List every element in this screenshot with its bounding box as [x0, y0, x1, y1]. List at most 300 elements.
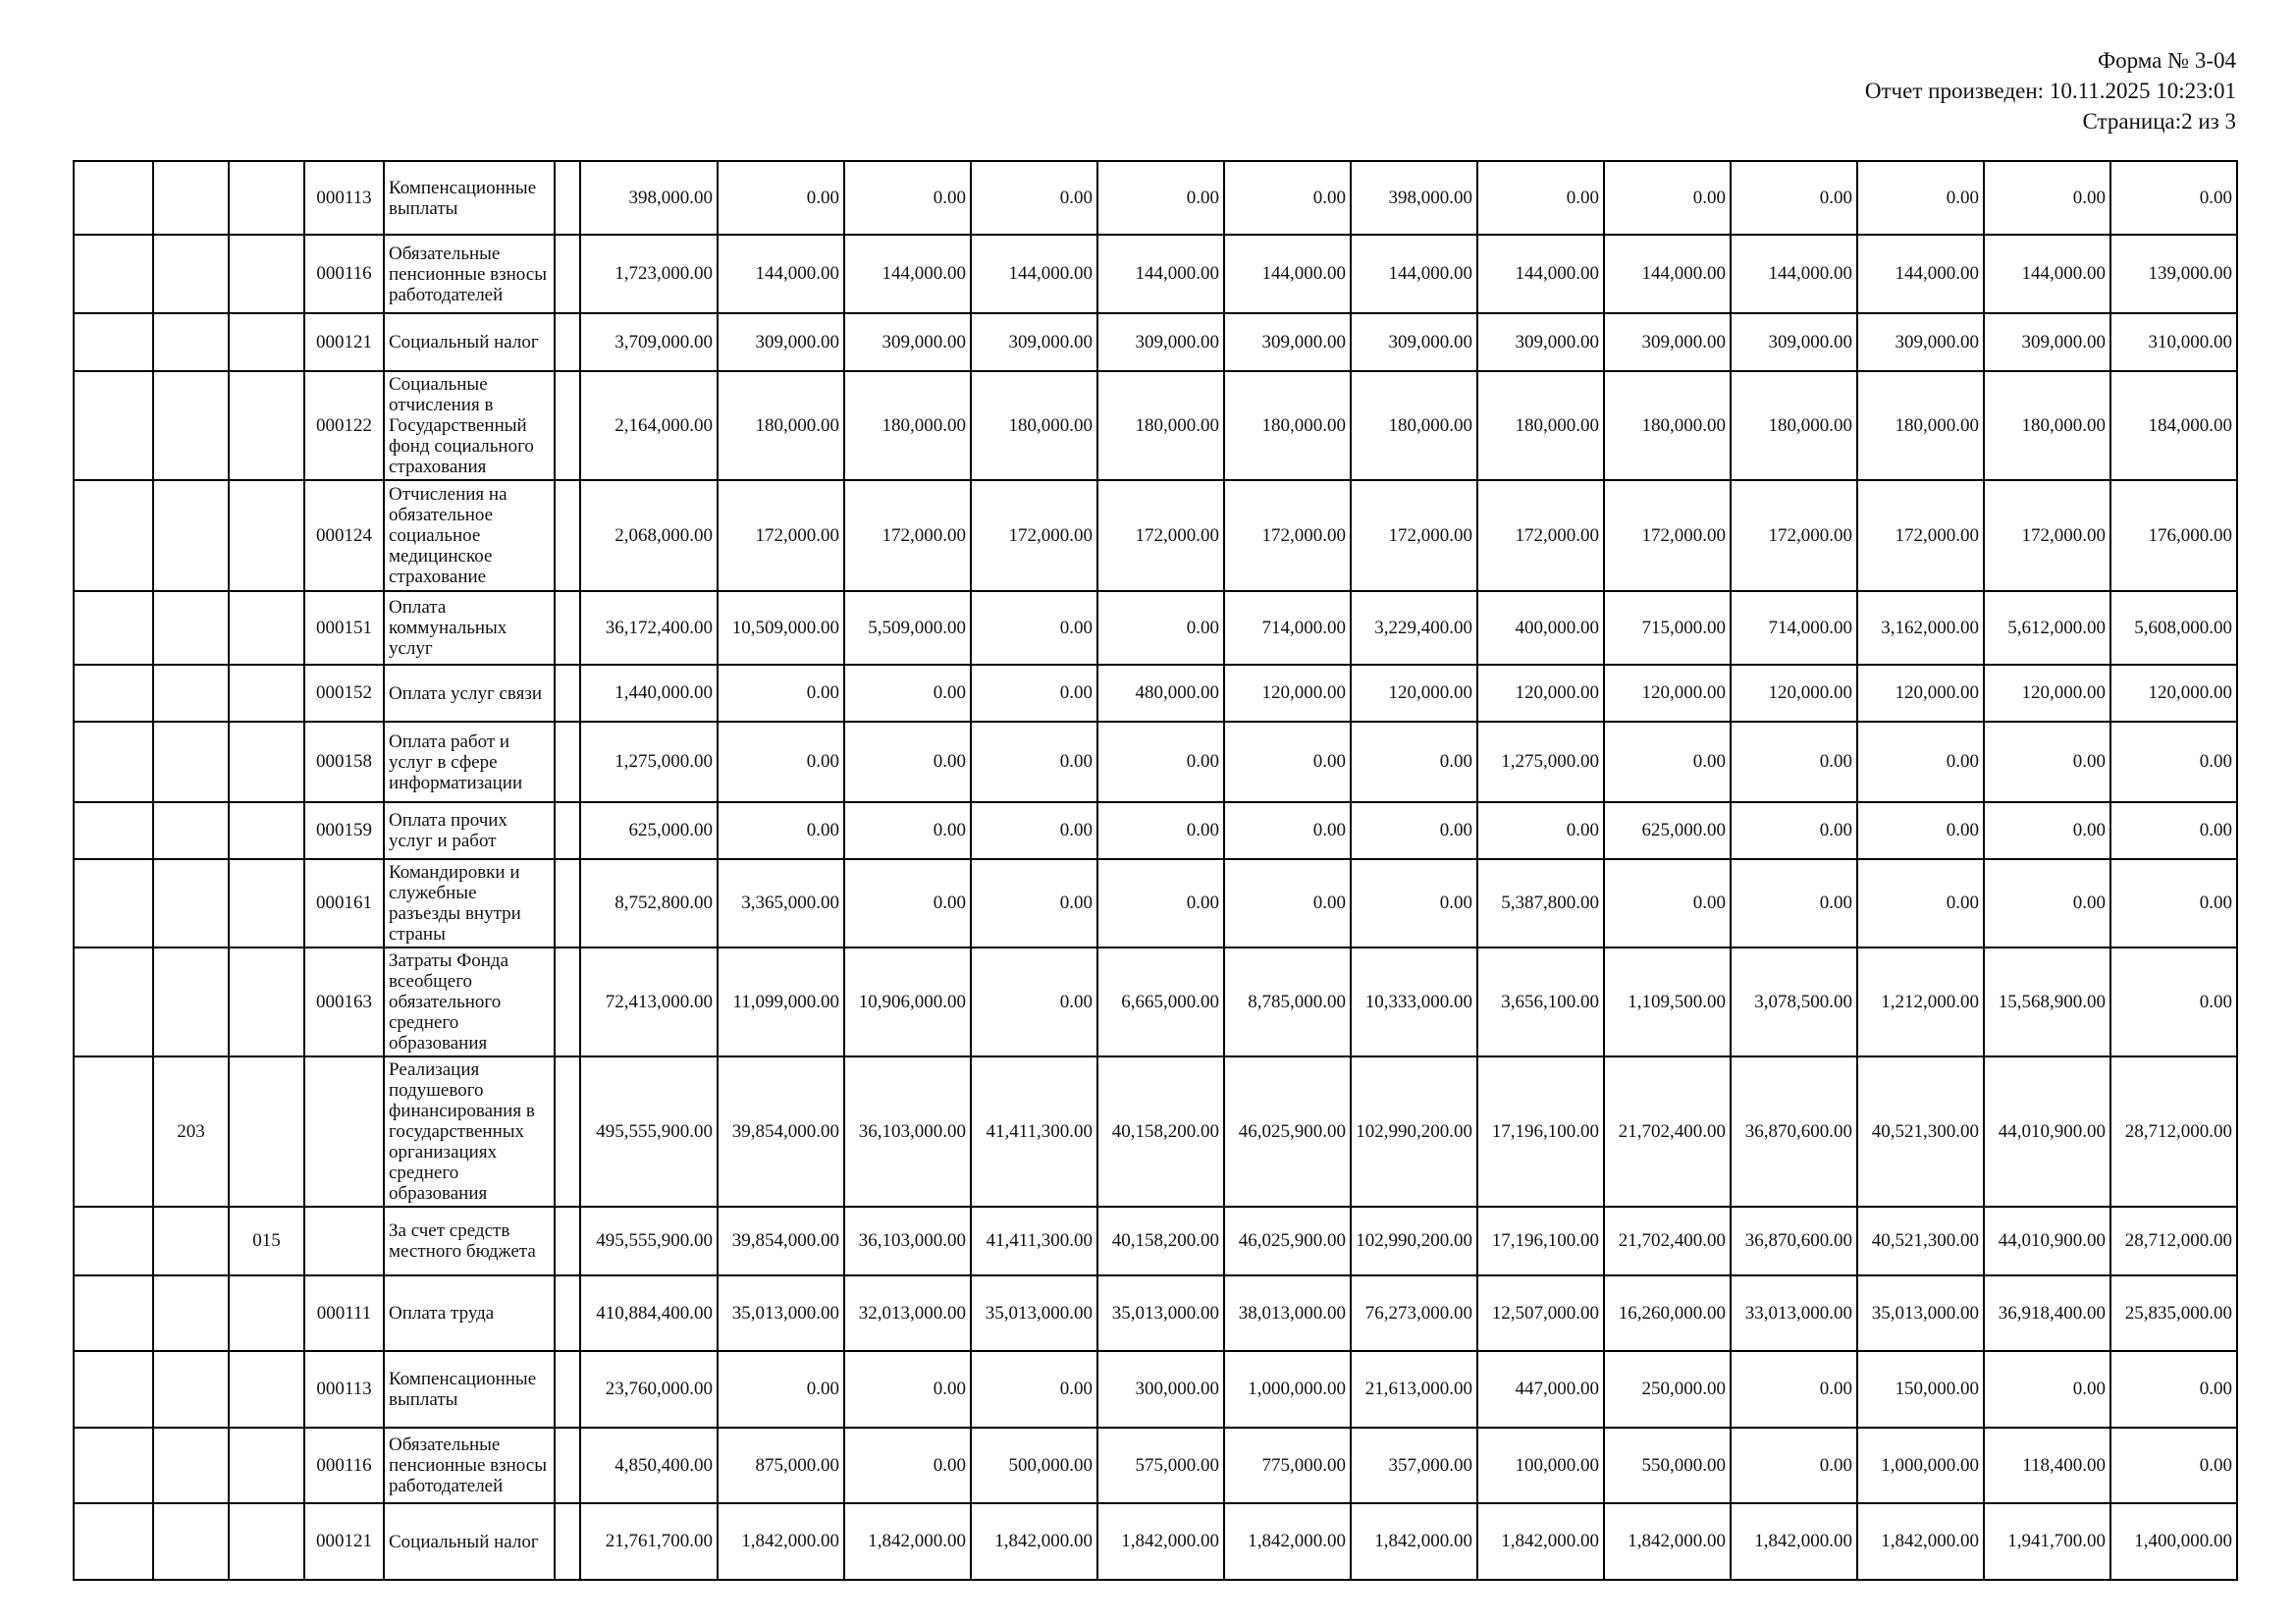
amount-cell: 172,000.00 [971, 480, 1097, 591]
amount-cell: 144,000.00 [1097, 235, 1224, 313]
amount-cell: 44,010,900.00 [1984, 1056, 2110, 1207]
amount-cell: 875,000.00 [718, 1428, 844, 1503]
amount-cell: 180,000.00 [1097, 371, 1224, 480]
amount-cell: 172,000.00 [844, 480, 971, 591]
amount-cell: 0.00 [1097, 802, 1224, 859]
specific-code-cell: 000151 [304, 591, 384, 665]
amount-cell: 1,842,000.00 [1351, 1503, 1477, 1580]
expense-name-cell: Затраты Фонда всеобщего обязательного среднего образования [384, 947, 555, 1056]
amount-cell: 10,906,000.00 [844, 947, 971, 1056]
program-code-cell [153, 1207, 229, 1275]
amount-cell: 0.00 [1604, 161, 1731, 235]
amount-cell: 172,000.00 [1224, 480, 1351, 591]
expense-name-cell: Оплата труда [384, 1275, 555, 1351]
amount-cell: 1,842,000.00 [1604, 1503, 1731, 1580]
spacer-cell [555, 591, 580, 665]
amount-cell: 0.00 [1731, 1428, 1857, 1503]
subprogram-code-cell [229, 1503, 304, 1580]
amount-cell: 36,918,400.00 [1984, 1275, 2110, 1351]
amount-cell: 180,000.00 [1604, 371, 1731, 480]
amount-cell: 250,000.00 [1604, 1351, 1731, 1428]
spacer-cell [555, 161, 580, 235]
amount-cell: 144,000.00 [718, 235, 844, 313]
amount-cell: 310,000.00 [2110, 313, 2237, 371]
specific-code-cell: 000122 [304, 371, 384, 480]
amount-cell: 0.00 [1097, 161, 1224, 235]
amount-cell: 172,000.00 [1857, 480, 1984, 591]
amount-cell: 1,000,000.00 [1224, 1351, 1351, 1428]
amount-cell: 625,000.00 [1604, 802, 1731, 859]
table-row [74, 591, 2237, 665]
amount-cell: 36,870,600.00 [1731, 1207, 1857, 1275]
specific-code-cell: 000159 [304, 802, 384, 859]
amount-cell: 1,842,000.00 [971, 1503, 1097, 1580]
specific-code-cell: 000113 [304, 161, 384, 235]
amount-cell: 21,702,400.00 [1604, 1207, 1731, 1275]
program-code-cell [153, 722, 229, 802]
amount-cell: 46,025,900.00 [1224, 1207, 1351, 1275]
amount-cell: 0.00 [844, 161, 971, 235]
amount-cell: 400,000.00 [1477, 591, 1604, 665]
amount-cell: 144,000.00 [1604, 235, 1731, 313]
group-code-cell [74, 371, 153, 480]
amount-cell: 2,164,000.00 [580, 371, 718, 480]
amount-cell: 0.00 [844, 1428, 971, 1503]
amount-cell: 12,507,000.00 [1477, 1275, 1604, 1351]
amount-cell: 184,000.00 [2110, 371, 2237, 480]
amount-cell: 36,172,400.00 [580, 591, 718, 665]
expense-name-cell: Отчисления на обязательное социальное медицинское страхование [384, 480, 555, 591]
amount-cell: 44,010,900.00 [1984, 1207, 2110, 1275]
amount-cell: 0.00 [2110, 722, 2237, 802]
spacer-cell [555, 1056, 580, 1207]
amount-cell: 40,158,200.00 [1097, 1056, 1224, 1207]
amount-cell: 100,000.00 [1477, 1428, 1604, 1503]
amount-cell: 11,099,000.00 [718, 947, 844, 1056]
amount-cell: 180,000.00 [1224, 371, 1351, 480]
amount-cell: 3,365,000.00 [718, 859, 844, 947]
expense-name-cell: Компенсационные выплаты [384, 1351, 555, 1428]
expense-name-cell: Социальные отчисления в Государственный фонд социального страхования [384, 371, 555, 480]
budget-table [73, 160, 2238, 1581]
amount-cell: 3,162,000.00 [1857, 591, 1984, 665]
amount-cell: 172,000.00 [718, 480, 844, 591]
table-row [74, 722, 2237, 802]
group-code-cell [74, 665, 153, 722]
amount-cell: 300,000.00 [1097, 1351, 1224, 1428]
amount-cell: 76,273,000.00 [1351, 1275, 1477, 1351]
amount-cell: 120,000.00 [1477, 665, 1604, 722]
amount-cell: 447,000.00 [1477, 1351, 1604, 1428]
spacer-cell [555, 1351, 580, 1428]
subprogram-code-cell [229, 480, 304, 591]
group-code-cell [74, 235, 153, 313]
amount-cell: 35,013,000.00 [718, 1275, 844, 1351]
amount-cell: 775,000.00 [1224, 1428, 1351, 1503]
spacer-cell [555, 1503, 580, 1580]
spacer-cell [555, 859, 580, 947]
amount-cell: 0.00 [1097, 859, 1224, 947]
amount-cell: 36,103,000.00 [844, 1056, 971, 1207]
group-code-cell [74, 161, 153, 235]
amount-cell: 1,842,000.00 [1224, 1503, 1351, 1580]
amount-cell: 28,712,000.00 [2110, 1207, 2237, 1275]
amount-cell: 0.00 [1224, 722, 1351, 802]
amount-cell: 309,000.00 [718, 313, 844, 371]
program-code-cell [153, 591, 229, 665]
amount-cell: 180,000.00 [1477, 371, 1604, 480]
spacer-cell [555, 480, 580, 591]
amount-cell: 0.00 [2110, 161, 2237, 235]
amount-cell: 0.00 [1351, 722, 1477, 802]
amount-cell: 0.00 [844, 665, 971, 722]
amount-cell: 172,000.00 [1984, 480, 2110, 591]
amount-cell: 1,212,000.00 [1857, 947, 1984, 1056]
specific-code-cell [304, 1056, 384, 1207]
amount-cell: 38,013,000.00 [1224, 1275, 1351, 1351]
subprogram-code-cell [229, 722, 304, 802]
amount-cell: 40,521,300.00 [1857, 1207, 1984, 1275]
amount-cell: 1,275,000.00 [1477, 722, 1604, 802]
amount-cell: 6,665,000.00 [1097, 947, 1224, 1056]
amount-cell: 3,656,100.00 [1477, 947, 1604, 1056]
amount-cell: 2,068,000.00 [580, 480, 718, 591]
amount-cell: 0.00 [1731, 1351, 1857, 1428]
spacer-cell [555, 313, 580, 371]
amount-cell: 1,400,000.00 [2110, 1503, 2237, 1580]
program-code-cell [153, 859, 229, 947]
amount-cell: 0.00 [1477, 802, 1604, 859]
amount-cell: 180,000.00 [844, 371, 971, 480]
amount-cell: 714,000.00 [1731, 591, 1857, 665]
amount-cell: 0.00 [1731, 161, 1857, 235]
spacer-cell [555, 947, 580, 1056]
amount-cell: 309,000.00 [1604, 313, 1731, 371]
amount-cell: 72,413,000.00 [580, 947, 718, 1056]
specific-code-cell: 000116 [304, 235, 384, 313]
expense-name-cell: Социальный налог [384, 313, 555, 371]
expense-name-cell: Командировки и служебные разъезды внутри страны [384, 859, 555, 947]
amount-cell: 5,608,000.00 [2110, 591, 2237, 665]
amount-cell: 8,752,800.00 [580, 859, 718, 947]
table-row [74, 1056, 2237, 1207]
amount-cell: 495,555,900.00 [580, 1056, 718, 1207]
specific-code-cell [304, 1207, 384, 1275]
amount-cell: 0.00 [2110, 802, 2237, 859]
expense-name-cell: Компенсационные выплаты [384, 161, 555, 235]
amount-cell: 1,723,000.00 [580, 235, 718, 313]
amount-cell: 1,842,000.00 [1097, 1503, 1224, 1580]
amount-cell: 0.00 [1604, 859, 1731, 947]
amount-cell: 21,613,000.00 [1351, 1351, 1477, 1428]
subprogram-code-cell [229, 859, 304, 947]
specific-code-cell: 000116 [304, 1428, 384, 1503]
program-code-cell [153, 480, 229, 591]
amount-cell: 0.00 [1224, 161, 1351, 235]
amount-cell: 32,013,000.00 [844, 1275, 971, 1351]
amount-cell: 410,884,400.00 [580, 1275, 718, 1351]
amount-cell: 0.00 [844, 859, 971, 947]
amount-cell: 0.00 [718, 161, 844, 235]
amount-cell: 21,761,700.00 [580, 1503, 718, 1580]
amount-cell: 40,521,300.00 [1857, 1056, 1984, 1207]
amount-cell: 309,000.00 [1224, 313, 1351, 371]
amount-cell: 180,000.00 [1731, 371, 1857, 480]
amount-cell: 0.00 [1857, 802, 1984, 859]
amount-cell: 1,842,000.00 [1477, 1503, 1604, 1580]
program-code-cell [153, 802, 229, 859]
amount-cell: 102,990,200.00 [1351, 1056, 1477, 1207]
amount-cell: 0.00 [971, 722, 1097, 802]
expense-name-cell: Оплата работ и услуг в сфере информатизации [384, 722, 555, 802]
amount-cell: 41,411,300.00 [971, 1207, 1097, 1275]
specific-code-cell: 000152 [304, 665, 384, 722]
amount-cell: 575,000.00 [1097, 1428, 1224, 1503]
amount-cell: 144,000.00 [1857, 235, 1984, 313]
table-row [74, 1351, 2237, 1428]
amount-cell: 0.00 [2110, 1428, 2237, 1503]
subprogram-code-cell: 015 [229, 1207, 304, 1275]
amount-cell: 41,411,300.00 [971, 1056, 1097, 1207]
amount-cell: 1,440,000.00 [580, 665, 718, 722]
amount-cell: 0.00 [971, 665, 1097, 722]
amount-cell: 1,109,500.00 [1604, 947, 1731, 1056]
amount-cell: 180,000.00 [718, 371, 844, 480]
amount-cell: 3,709,000.00 [580, 313, 718, 371]
expense-name-cell: За счет средств местного бюджета [384, 1207, 555, 1275]
amount-cell: 172,000.00 [1731, 480, 1857, 591]
amount-cell: 25,835,000.00 [2110, 1275, 2237, 1351]
amount-cell: 144,000.00 [971, 235, 1097, 313]
amount-cell: 0.00 [1731, 802, 1857, 859]
amount-cell: 0.00 [844, 722, 971, 802]
budget-table-body [74, 161, 2237, 1580]
amount-cell: 0.00 [1351, 859, 1477, 947]
amount-cell: 309,000.00 [1477, 313, 1604, 371]
amount-cell: 120,000.00 [1984, 665, 2110, 722]
table-row [74, 371, 2237, 480]
amount-cell: 0.00 [844, 802, 971, 859]
program-code-cell [153, 161, 229, 235]
expense-name-cell: Реализация подушевого финансирования в государственных организациях среднего образования [384, 1056, 555, 1207]
amount-cell: 5,509,000.00 [844, 591, 971, 665]
amount-cell: 715,000.00 [1604, 591, 1731, 665]
specific-code-cell: 000158 [304, 722, 384, 802]
amount-cell: 0.00 [1857, 722, 1984, 802]
amount-cell: 0.00 [1984, 161, 2110, 235]
amount-cell: 39,854,000.00 [718, 1056, 844, 1207]
amount-cell: 1,842,000.00 [844, 1503, 971, 1580]
spacer-cell [555, 665, 580, 722]
amount-cell: 1,842,000.00 [1731, 1503, 1857, 1580]
amount-cell: 0.00 [1224, 802, 1351, 859]
group-code-cell [74, 722, 153, 802]
amount-cell: 0.00 [1731, 859, 1857, 947]
specific-code-cell: 000124 [304, 480, 384, 591]
specific-code-cell: 000121 [304, 1503, 384, 1580]
spacer-cell [555, 1207, 580, 1275]
amount-cell: 309,000.00 [1857, 313, 1984, 371]
amount-cell: 0.00 [1351, 802, 1477, 859]
amount-cell: 172,000.00 [1604, 480, 1731, 591]
amount-cell: 172,000.00 [1351, 480, 1477, 591]
amount-cell: 0.00 [971, 161, 1097, 235]
amount-cell: 33,013,000.00 [1731, 1275, 1857, 1351]
amount-cell: 21,702,400.00 [1604, 1056, 1731, 1207]
group-code-cell [74, 1207, 153, 1275]
amount-cell: 144,000.00 [844, 235, 971, 313]
amount-cell: 0.00 [971, 591, 1097, 665]
table-row [74, 1275, 2237, 1351]
page-indicator: Страница:2 из 3 [2082, 109, 2236, 134]
amount-cell: 40,158,200.00 [1097, 1207, 1224, 1275]
program-code-cell [153, 1428, 229, 1503]
table-row [74, 235, 2237, 313]
amount-cell: 309,000.00 [844, 313, 971, 371]
amount-cell: 46,025,900.00 [1224, 1056, 1351, 1207]
amount-cell: 35,013,000.00 [971, 1275, 1097, 1351]
report-header [73, 45, 2236, 136]
group-code-cell [74, 802, 153, 859]
subprogram-code-cell [229, 313, 304, 371]
amount-cell: 35,013,000.00 [1097, 1275, 1224, 1351]
amount-cell: 144,000.00 [1477, 235, 1604, 313]
specific-code-cell: 000163 [304, 947, 384, 1056]
spacer-cell [555, 722, 580, 802]
amount-cell: 35,013,000.00 [1857, 1275, 1984, 1351]
amount-cell: 5,387,800.00 [1477, 859, 1604, 947]
amount-cell: 17,196,100.00 [1477, 1056, 1604, 1207]
table-row [74, 480, 2237, 591]
program-code-cell [153, 371, 229, 480]
specific-code-cell: 000111 [304, 1275, 384, 1351]
table-row [74, 1428, 2237, 1503]
program-code-cell [153, 313, 229, 371]
amount-cell: 10,333,000.00 [1351, 947, 1477, 1056]
amount-cell: 309,000.00 [1731, 313, 1857, 371]
amount-cell: 0.00 [971, 859, 1097, 947]
table-row [74, 947, 2237, 1056]
amount-cell: 144,000.00 [1224, 235, 1351, 313]
subprogram-code-cell [229, 947, 304, 1056]
amount-cell: 5,612,000.00 [1984, 591, 2110, 665]
expense-name-cell: Обязательные пенсионные взносы работодателей [384, 1428, 555, 1503]
group-code-cell [74, 1275, 153, 1351]
amount-cell: 1,842,000.00 [1857, 1503, 1984, 1580]
specific-code-cell: 000121 [304, 313, 384, 371]
program-code-cell [153, 947, 229, 1056]
amount-cell: 480,000.00 [1097, 665, 1224, 722]
amount-cell: 120,000.00 [1224, 665, 1351, 722]
expense-name-cell: Обязательные пенсионные взносы работодателей [384, 235, 555, 313]
amount-cell: 16,260,000.00 [1604, 1275, 1731, 1351]
amount-cell: 0.00 [718, 1351, 844, 1428]
subprogram-code-cell [229, 591, 304, 665]
expense-name-cell: Оплата коммунальных услуг [384, 591, 555, 665]
amount-cell: 172,000.00 [1477, 480, 1604, 591]
amount-cell: 180,000.00 [971, 371, 1097, 480]
expense-name-cell: Оплата прочих услуг и работ [384, 802, 555, 859]
amount-cell: 0.00 [1984, 722, 2110, 802]
amount-cell: 0.00 [1097, 722, 1224, 802]
amount-cell: 0.00 [1097, 591, 1224, 665]
amount-cell: 309,000.00 [1984, 313, 2110, 371]
amount-cell: 0.00 [1857, 161, 1984, 235]
amount-cell: 0.00 [1224, 859, 1351, 947]
amount-cell: 625,000.00 [580, 802, 718, 859]
amount-cell: 357,000.00 [1351, 1428, 1477, 1503]
amount-cell: 120,000.00 [1351, 665, 1477, 722]
form-number: Форма № 3-04 [2097, 48, 2236, 73]
group-code-cell [74, 1351, 153, 1428]
amount-cell: 36,103,000.00 [844, 1207, 971, 1275]
amount-cell: 23,760,000.00 [580, 1351, 718, 1428]
amount-cell: 0.00 [971, 802, 1097, 859]
amount-cell: 120,000.00 [1857, 665, 1984, 722]
table-row [74, 1503, 2237, 1580]
amount-cell: 3,078,500.00 [1731, 947, 1857, 1056]
program-code-cell [153, 1275, 229, 1351]
table-row [74, 665, 2237, 722]
subprogram-code-cell [229, 1428, 304, 1503]
program-code-cell: 203 [153, 1056, 229, 1207]
amount-cell: 0.00 [1984, 859, 2110, 947]
subprogram-code-cell [229, 1056, 304, 1207]
amount-cell: 180,000.00 [1857, 371, 1984, 480]
amount-cell: 0.00 [718, 802, 844, 859]
subprogram-code-cell [229, 1275, 304, 1351]
expense-name-cell: Социальный налог [384, 1503, 555, 1580]
amount-cell: 120,000.00 [1604, 665, 1731, 722]
amount-cell: 3,229,400.00 [1351, 591, 1477, 665]
specific-code-cell: 000113 [304, 1351, 384, 1428]
amount-cell: 0.00 [2110, 1351, 2237, 1428]
amount-cell: 180,000.00 [1351, 371, 1477, 480]
amount-cell: 17,196,100.00 [1477, 1207, 1604, 1275]
amount-cell: 0.00 [718, 722, 844, 802]
table-row [74, 1207, 2237, 1275]
program-code-cell [153, 665, 229, 722]
program-code-cell [153, 235, 229, 313]
amount-cell: 0.00 [2110, 859, 2237, 947]
group-code-cell [74, 591, 153, 665]
table-row [74, 161, 2237, 235]
amount-cell: 120,000.00 [1731, 665, 1857, 722]
amount-cell: 28,712,000.00 [2110, 1056, 2237, 1207]
group-code-cell [74, 947, 153, 1056]
spacer-cell [555, 802, 580, 859]
subprogram-code-cell [229, 371, 304, 480]
amount-cell: 0.00 [1731, 722, 1857, 802]
table-row [74, 859, 2237, 947]
amount-cell: 180,000.00 [1984, 371, 2110, 480]
amount-cell: 120,000.00 [2110, 665, 2237, 722]
group-code-cell [74, 480, 153, 591]
amount-cell: 0.00 [844, 1351, 971, 1428]
amount-cell: 4,850,400.00 [580, 1428, 718, 1503]
report-generated-timestamp: Отчет произведен: 10.11.2025 10:23:01 [1864, 79, 2236, 103]
amount-cell: 0.00 [2110, 947, 2237, 1056]
amount-cell: 0.00 [1477, 161, 1604, 235]
amount-cell: 0.00 [1857, 859, 1984, 947]
amount-cell: 0.00 [1984, 1351, 2110, 1428]
amount-cell: 0.00 [718, 665, 844, 722]
spacer-cell [555, 235, 580, 313]
program-code-cell [153, 1351, 229, 1428]
spacer-cell [555, 1428, 580, 1503]
subprogram-code-cell [229, 802, 304, 859]
amount-cell: 714,000.00 [1224, 591, 1351, 665]
